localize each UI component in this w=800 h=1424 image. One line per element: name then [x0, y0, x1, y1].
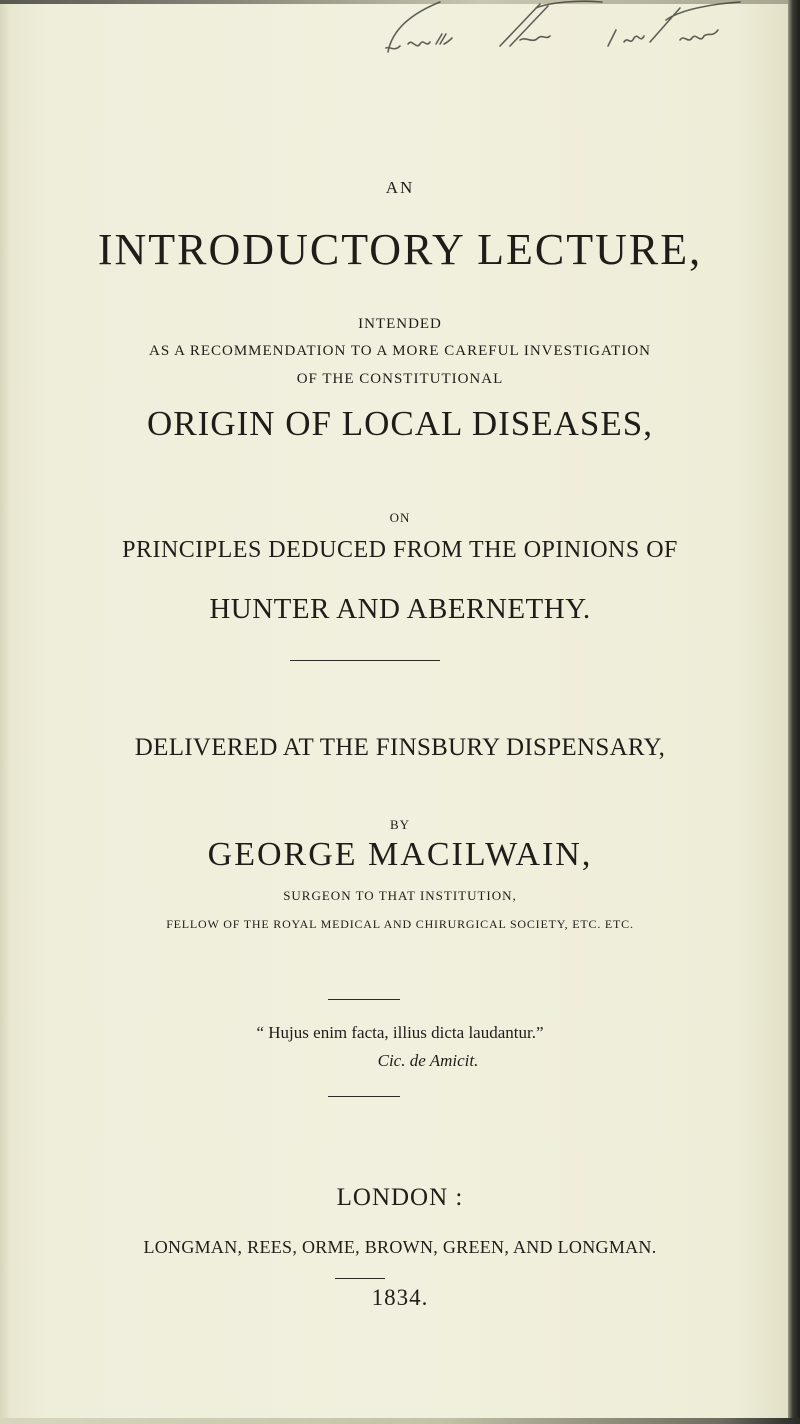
imprint-year: 1834.	[371, 1285, 429, 1310]
title-an: AN	[385, 178, 415, 197]
delivered-line: DELIVERED AT THE FINSBURY DISPENSARY,	[134, 734, 666, 761]
divider-rule-4	[335, 1278, 385, 1279]
handwriting-strokes	[380, 0, 760, 66]
page-bottom-edge	[0, 1418, 800, 1424]
divider-rule-3	[328, 1096, 400, 1097]
epigraph-source	[0, 1051, 800, 1071]
handwritten-inscription	[380, 0, 760, 66]
epigraph-source-text: Cic. de Amicit.	[377, 1051, 479, 1070]
imprint-place: LONDON :	[336, 1184, 464, 1211]
epigraph-quote: “ Hujus enim facta, illius dicta laudantur.”	[256, 1023, 544, 1042]
author-name: GEORGE MACILWAIN,	[207, 836, 593, 873]
on-line: ON	[389, 510, 411, 525]
hunter-abernethy-line: HUNTER AND ABERNETHY.	[209, 593, 591, 625]
divider-rule-1	[290, 660, 440, 661]
author-role: SURGEON TO THAT INSTITUTION,	[283, 888, 517, 903]
origin-heading: ORIGIN OF LOCAL DISEASES,	[147, 404, 653, 443]
imprint-publisher: LONGMAN, REES, ORME, BROWN, GREEN, AND LONGMAN.	[143, 1237, 657, 1257]
main-title: INTRODUCTORY LECTURE,	[97, 225, 703, 274]
by-line: BY	[389, 817, 411, 832]
intended-line: INTENDED	[358, 316, 442, 332]
author-fellowship: FELLOW OF THE ROYAL MEDICAL AND CHIRURGICAL SOCIETY, ETC. ETC.	[166, 917, 634, 931]
recommendation-line-2: OF THE CONSTITUTIONAL	[296, 371, 504, 387]
divider-rule-2	[328, 999, 400, 1000]
recommendation-line-1: AS A RECOMMENDATION TO A MORE CAREFUL INVESTIGATION	[148, 343, 651, 359]
principles-line: PRINCIPLES DEDUCED FROM THE OPINIONS OF	[122, 537, 678, 563]
